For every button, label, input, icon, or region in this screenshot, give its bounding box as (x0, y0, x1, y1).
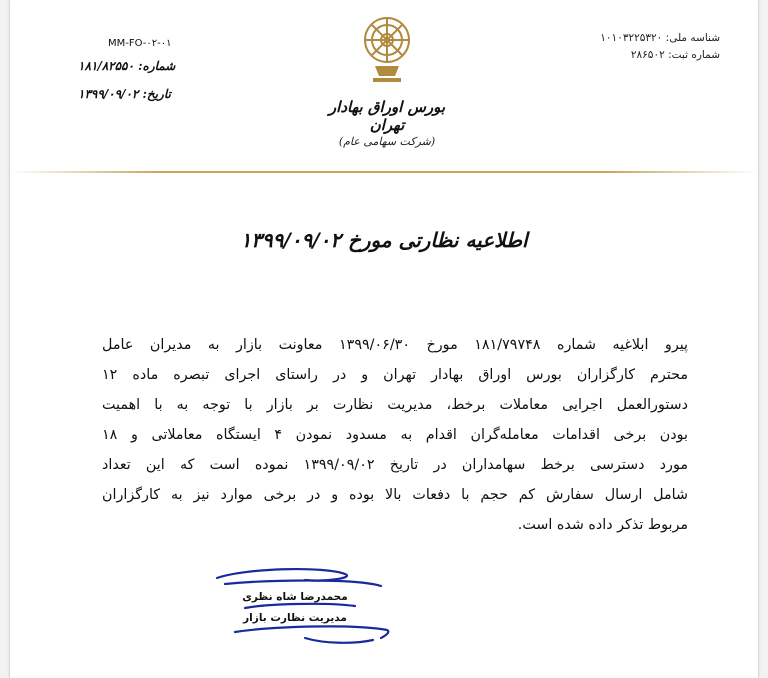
logo-subtitle: (شرکت سهامی عام) (338, 135, 436, 148)
letter-number: شماره: ۱۸۱/۸۲۵۵۰ (78, 59, 176, 73)
signatory-name: محمدرضا شاه نظری (242, 591, 348, 603)
logo-emblem-icon (361, 10, 413, 88)
form-code: MM-FO-۰۲-۰۱ (108, 38, 172, 49)
body-line: مورد دسترسی برخط سهامداران در تاریخ ۱۳۹۹/۰۹/۰۲ نموده است که این تعداد (102, 457, 688, 473)
signature-block (205, 560, 395, 650)
header-divider (10, 171, 758, 173)
exchange-logo (322, 10, 452, 148)
header-registration-info (600, 30, 720, 64)
notice-title: اطلاعیه نظارتی مورخ ۱۳۹۹/۰۹/۰۲ (240, 228, 528, 252)
body-line: بودن برخی اقدامات معامله‌گران اقدام به مسدود نمودن ۴ ایستگاه معاملاتی و ۱۸ (102, 427, 688, 443)
logo-name: بورس اوراق بهادار تهران (328, 98, 446, 134)
body-line: شامل ارسال سفارش کم حجم با دفعات بالا بوده و در برخی موارد نیز به کارگزاران (102, 487, 688, 503)
signatory-role: مدیریت نظارت بازار (243, 612, 347, 624)
letter-date: تاریخ: ۱۳۹۹/۰۹/۰۲ (78, 87, 171, 101)
handwritten-signature-icon (205, 560, 395, 650)
notice-body (102, 330, 688, 540)
registration-number: شماره ثبت: ۲۸۶۵۰۲ (630, 49, 720, 61)
document-page (10, 0, 758, 678)
body-line: مربوط تذکر داده شده است. (517, 517, 688, 533)
national-id: شناسه ملی: ۱۰۱۰۳۲۲۵۳۲۰ (600, 32, 720, 44)
body-line: پیرو ابلاغیه شماره ۱۸۱/۷۹۷۴۸ مورخ ۱۳۹۹/۰۶/۳۰ معاونت بازار به مدیران عامل (102, 337, 688, 353)
body-line: محترم کارگزاران بورس اوراق بهادار تهران و در راستای اجرای تبصره ماده ۱۲ (102, 367, 688, 383)
body-line: دستورالعمل اجرایی معاملات برخط، مدیریت نظارت بر بازار با توجه به با اهمیت (102, 397, 688, 413)
header-reference-info (78, 38, 175, 115)
